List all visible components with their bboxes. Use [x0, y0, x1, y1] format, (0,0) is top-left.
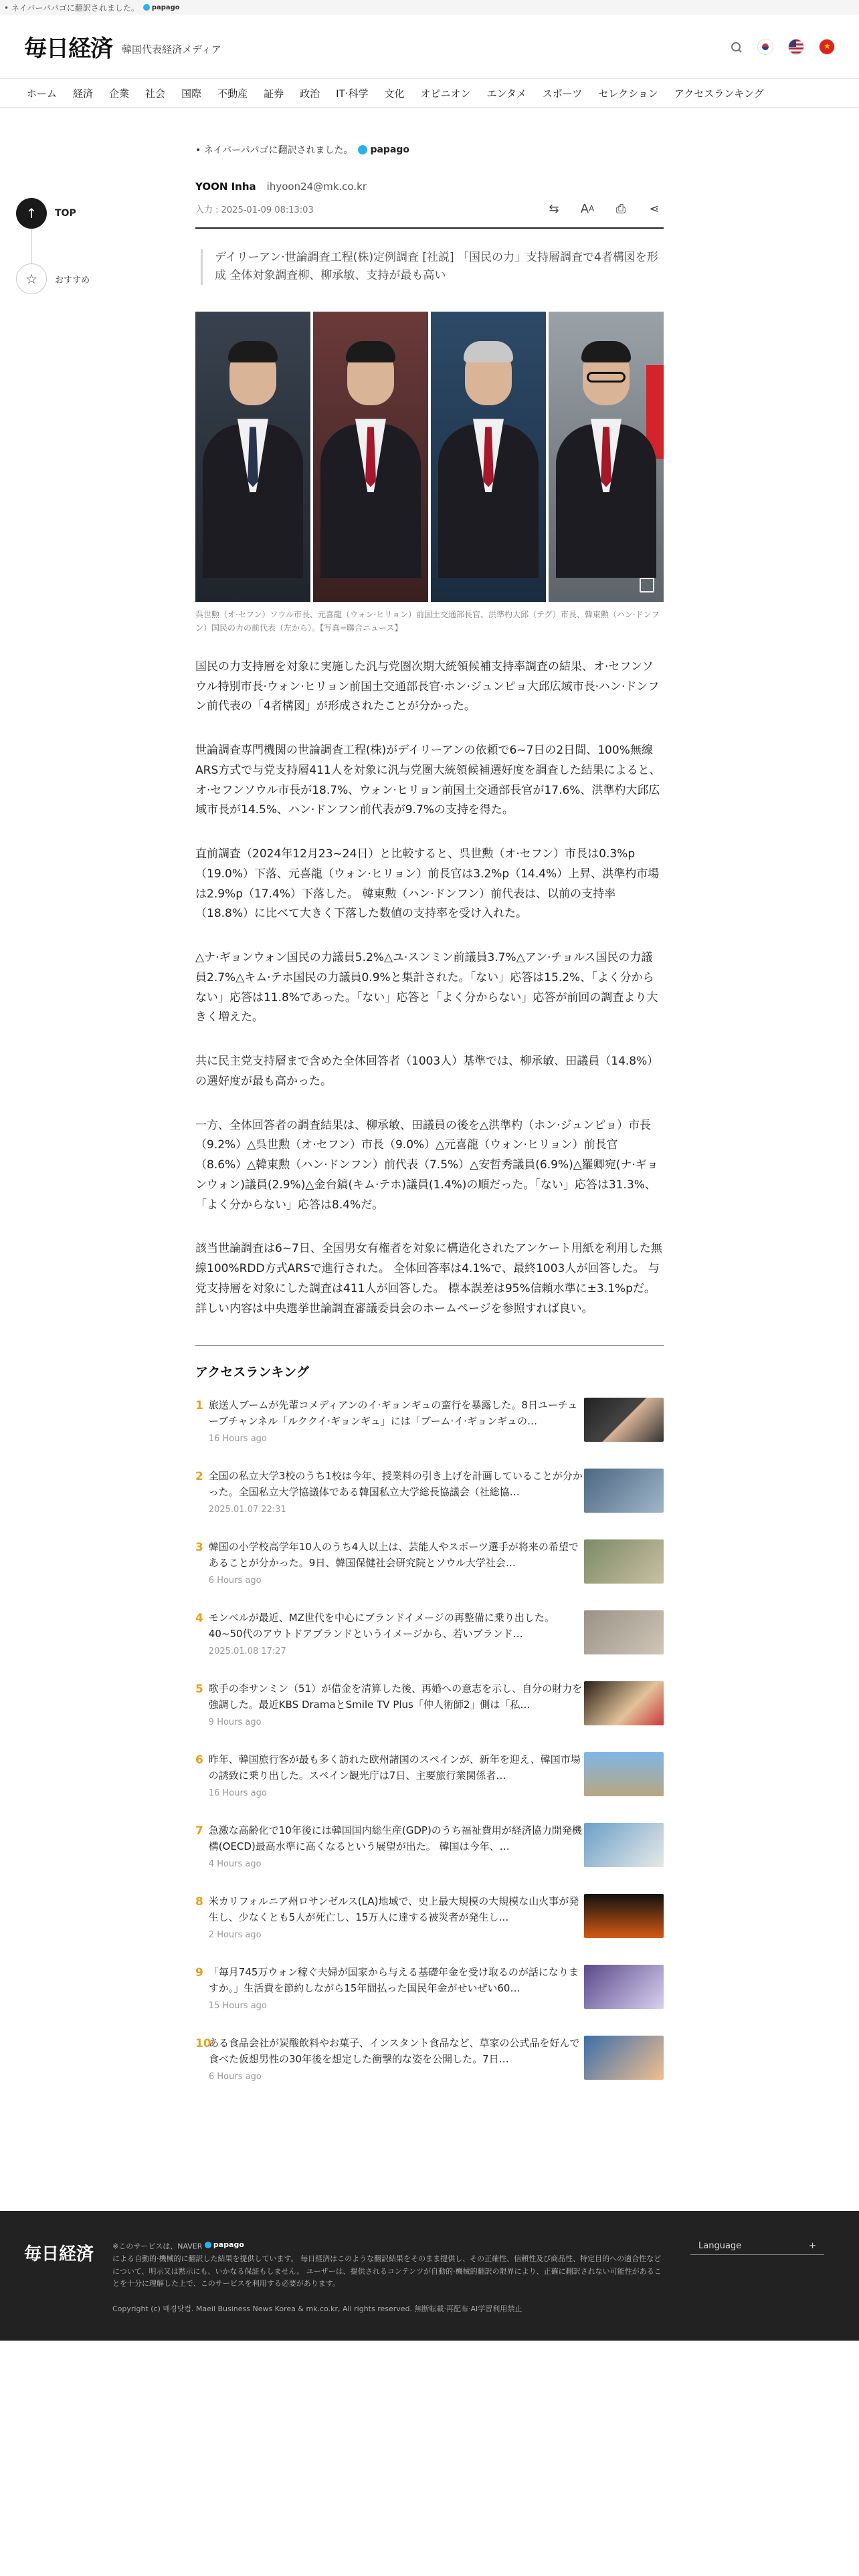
footer-logo[interactable]: 毎日経済 — [24, 2244, 94, 2264]
article-paragraph: 共に民主党支持層まで含めた全体回答者（1003人）基準では、柳承敏、田議員（14.8%）の選好度が最も高かった。 — [195, 1055, 659, 1088]
rank-time: 4 Hours ago — [208, 1859, 262, 1870]
byline — [195, 181, 664, 193]
nav-item[interactable]: IT·科学 — [336, 87, 369, 100]
nav-item[interactable]: 政治 — [300, 87, 320, 100]
nav-item[interactable]: 社会 — [145, 87, 166, 100]
flag-vn-icon[interactable] — [819, 39, 835, 55]
ranking-item[interactable] — [195, 1887, 664, 1958]
rank-headline[interactable]: 全国の私立大学3校のうち1校は今年、授業料の引き上げを計画していることが分かった。全国私立大学協議体である韓国私立大学総長協議会（社総協… — [208, 1470, 583, 1498]
rank-number: 1 — [195, 1399, 203, 1413]
rank-number: 2 — [195, 1470, 203, 1484]
rank-headline[interactable]: 急激な高齢化で10年後には韓国国内総生産(GDP)のうち福祉費用が経済協力開発機構(OECD)最高水準に高くなるという展望が出た。 韓国は今年、… — [208, 1824, 582, 1852]
article-paragraph: △ナ·ギョンウォン国民の力議員5.2%△ユ·スンミン前議員3.7%△アン·チョルス国民の力議員2.7%△キム·テホ国民の力議員0.9%と集計された。「ない」応答は15.2%、「よく分からない」応答は11.8%であった。「ない」応答と「よく分からない」応答が前回の調査より大きく増えた。 — [195, 951, 658, 1025]
author-email[interactable]: ihyoon24@mk.co.kr — [266, 181, 367, 193]
ranking-item[interactable] — [195, 1462, 664, 1533]
site-header — [0, 15, 859, 78]
rank-thumbnail[interactable] — [584, 2036, 664, 2080]
nav-item[interactable]: 証券 — [264, 87, 284, 100]
rank-headline[interactable]: 「毎月745万ウォン稼ぐ夫婦が国家から与える基礎年金を受け取るのが話になりますか。」生活費を節約しながら15年間払った国民年金がせいぜい60… — [208, 1966, 579, 1994]
rank-headline[interactable]: 昨年、韓国旅行客が最も多く訪れた欧州諸国のスペインが、新年を迎え、韓国市場の誘致に乗り出した。スペイン観光庁は7日、主要旅行業関係者… — [208, 1753, 581, 1782]
article-paragraph: 一方、全体回答者の調査結果は、柳承敏、田議員の後を△洪準杓（ホン·ジュンピョ）市長（9.2%）△呉世勲（オ·セフン）市長（9.0%）△元喜龍（ウォン·ヒリョン）前長官（8.6%）△韓東勲（ハン·ドンフン）前代表（7.5%）△安哲秀議員(6.9%)△羅卿宛(ナ·ギョンウォン)議員(2.9%)△金台鎬(キム·テホ)議員(1.4%)の順だった。「ない」応答は31.3%、「よく分からない」応答は8.4%だ。 — [195, 1118, 658, 1212]
plus-icon[interactable]: + — [809, 2241, 816, 2251]
arrow-up-icon[interactable]: ↑ — [16, 198, 47, 229]
ranking-title: アクセスランキング — [195, 1365, 309, 1380]
flag-us-icon[interactable] — [788, 39, 804, 55]
rank-thumbnail[interactable] — [584, 1894, 664, 1938]
rank-number: 3 — [195, 1541, 203, 1555]
access-ranking — [195, 1346, 664, 2100]
translation-note — [195, 143, 664, 156]
rank-text — [207, 1681, 585, 1745]
rank-headline[interactable]: ある食品会社が炭酸飲料やお菓子、インスタント食品など、草家の公式品を好んで食べた仮想男性の30年後を想定した衝撃的な姿を公開した。7日… — [209, 2037, 580, 2065]
rank-time: 2025.01.08 17:27 — [208, 1646, 286, 1657]
rank-text — [207, 1965, 585, 2029]
rank-time: 16 Hours ago — [208, 1788, 267, 1799]
rank-headline[interactable]: モンベルが最近、MZ世代を中心にブランドイメージの再整備に乗り出した。40~50代のアウトドアブランドというイメージから、若いブランド… — [208, 1612, 555, 1640]
article-paragraph: 世論調査専門機関の世論調査工程(株)がデイリーアンの依頼で6~7日の2日間、100%無線ARS方式で与党支持層411人を対象に汎与党圏大統領候補選好度を調査した結果によると、オ·セフンソウル市長が18.7%、ウォン·ヒリョン前国土交通部長官が17.6%、洪準杓大邱広域市長が14.5%、ハン·ドンフン前代表が9.7%の支持を得た。 — [195, 744, 661, 817]
rank-number: 10 — [195, 2037, 211, 2051]
photo-panel — [431, 312, 546, 602]
article-photo[interactable] — [195, 312, 664, 602]
rank-headline[interactable]: 旅送人ブームが先輩コメディアンのイ·ギョンギュの蛮行を暴露した。8日ユーチューブチャンネル「ルククイ·ギョンギュ」には「ブーム·イ·ギョンギュの… — [208, 1399, 578, 1427]
author-name[interactable]: YOON Inha — [195, 181, 256, 193]
rank-time: 2025.01.07 22:31 — [208, 1505, 286, 1515]
expand-icon[interactable] — [640, 578, 654, 593]
rank-text — [207, 1539, 585, 1604]
nav-item[interactable]: エンタメ — [486, 87, 527, 100]
nav-item[interactable]: 企業 — [109, 87, 130, 100]
ranking-item[interactable] — [195, 1675, 664, 1745]
translation-note-text: • ネイバーパパゴに翻訳されました。 — [195, 145, 353, 156]
publish-date: 入力 : 2025-01-09 08:13:03 — [195, 205, 314, 215]
article-summary: デイリーアン·世論調査工程(株)定例調査 [社説] 「国民の力」支持層調査で4者構図を形成 全体対象調査柳、柳承敏、支持が最も高い — [201, 249, 664, 285]
rank-thumbnail[interactable] — [584, 1539, 664, 1584]
rank-number: 8 — [195, 1895, 203, 1909]
article-tools — [545, 199, 664, 218]
rank-thumbnail[interactable] — [584, 1398, 664, 1442]
rank-headline[interactable]: 韓国の小学校高学年10人のうち4人以上は、芸能人やスポーツ選手が将来の希望であることが分かった。9日、韓国保健社会研究院とソウル大学社会… — [208, 1541, 579, 1569]
floating-sidebar — [16, 198, 103, 294]
article-paragraph: 国民の力支持層を対象に実施した汎与党圏次期大統領候補支持率調査の結果、オ·セフンソウル特別市長·ウォン·ヒリョン前国土交通部長官·ホン·ジュンピョ大邱広域市長·ハン·ドンフン前代表の「4者構図」が形成されたことが分かった。 — [195, 659, 660, 714]
translate-icon[interactable]: ⇆ — [549, 201, 559, 216]
font-size-icon[interactable]: A A — [580, 201, 595, 216]
footer-disclaimer: ※このサービスは、NAVER papago による自動的·機械的に翻訳した結果を提供しています。 毎日経済はこのような翻訳結果をそのまま提供し、その正確性、信頼性及び商品性、特定目的への適合性などについて、明示又は黙示にも、いかなる保証もしません。 ユーザーは、提供されるコンテンツが自動的·機械的翻訳の限界により、正確に翻訳されない可能性があることを十分に理解した上で、このサービスを利用する必要があります。 — [112, 2240, 662, 2288]
article-paragraph: 該当世論調査は6~7日、全国男女有権者を対象に構造化されたアンケート用紙を利用した無線100%RDD方式ARSで進行された。 全体回答率は4.1%で、最終1003人が回答した。 与党支持層を対象にした調査は411人が回答した。 標本誤差は95%信頼水準に±3.1%pだ。 詳しい内容は中央選挙世論調査審議委員会のホームページを参照すれば良い。 — [195, 1242, 662, 1315]
rank-time: 2 Hours ago — [208, 1930, 262, 1941]
rank-text — [207, 1752, 585, 1816]
rank-number: 6 — [195, 1753, 203, 1767]
language-select[interactable]: Language + — [690, 2238, 824, 2255]
article — [195, 143, 664, 2100]
rank-text — [207, 1610, 585, 1675]
nav-item[interactable]: スポーツ — [542, 87, 583, 100]
rank-headline[interactable]: 歌手の李サンミン（51）が借金を清算した後、再婚への意志を示し、自分の財力を強調した。最近KBS DramaとSmile TV Plus「仲人術師2」側は「私… — [208, 1683, 583, 1711]
rank-time: 16 Hours ago — [208, 1434, 267, 1444]
rank-thumbnail[interactable] — [584, 1610, 664, 1654]
rank-thumbnail[interactable] — [584, 1469, 664, 1513]
papago-icon — [358, 145, 367, 154]
flag-kr-icon[interactable] — [757, 39, 773, 55]
recommend-button[interactable] — [16, 263, 103, 294]
rank-thumbnail[interactable] — [584, 1965, 664, 2009]
photo-panel — [195, 312, 310, 602]
photo-caption: 呉世勲（オ·セフン）ソウル市長、元喜龍（ウォン·ヒリョン）前国土交通部長官、洪準杓大邱（テグ）市長、韓東勲（ハン·ドンフン）国民の力の前代表（左から）。【写真=聯合ニュース】 — [195, 610, 660, 633]
nav-item[interactable]: 国際 — [181, 87, 202, 100]
rank-number: 9 — [195, 1966, 203, 1980]
rank-number: 5 — [195, 1683, 203, 1697]
rank-thumbnail[interactable] — [584, 1681, 664, 1725]
dateline-row — [195, 199, 664, 229]
header-actions — [729, 39, 835, 55]
ranking-item[interactable] — [195, 1533, 664, 1604]
rank-time: 6 Hours ago — [208, 1576, 262, 1586]
nav-item[interactable]: オピニオン — [420, 87, 471, 100]
rank-text — [207, 2036, 584, 2100]
ranking-item[interactable] — [195, 2029, 664, 2100]
rank-text — [207, 1398, 585, 1462]
print-icon[interactable]: ⎙ — [615, 201, 626, 216]
ranking-item[interactable] — [195, 1391, 664, 1462]
rank-time: 6 Hours ago — [209, 2072, 262, 2082]
article-paragraph: 直前調査（2024年12月23~24日）と比較すると、呉世勲（オ·セフン）市長は0.3%p（19.0%）下落、元喜龍（ウォン·ヒリョン）前長官は3.2%p（14.4%）上昇、洪準杓市場は2.9%p（17.4%）下落した。 韓東勲（ハン·ドンフン）前代表は、以前の支持率（18.8%）に比べて大きく下落した数値の支持率を受け入れた。 — [195, 847, 660, 921]
papago-logo: papago — [205, 2239, 244, 2252]
nav-item[interactable]: 不動産 — [217, 87, 248, 100]
nav-item[interactable]: 文化 — [384, 87, 405, 100]
rank-headline[interactable]: 米カリフォルニア州ロサンゼルス(LA)地域で、史上最大規模の大規模な山火事が発生し、少なくとも5人が死亡し、15万人に達する被災者が発生し… — [208, 1895, 579, 1923]
translation-notice-bar — [0, 0, 859, 15]
rank-thumbnail[interactable] — [584, 1752, 664, 1796]
notice-text: • ネイバーパパゴに翻訳されました。 — [4, 3, 139, 13]
article-body — [195, 657, 664, 1319]
ranking-item[interactable] — [195, 1958, 664, 2029]
share-icon[interactable]: ⋖ — [649, 201, 660, 216]
nav-item[interactable]: アクセスランキング — [674, 87, 764, 100]
rank-time: 15 Hours ago — [208, 2001, 267, 2012]
rank-text — [207, 1823, 585, 1887]
rank-thumbnail[interactable] — [584, 1823, 664, 1867]
papago-icon — [205, 2242, 211, 2248]
rank-time: 9 Hours ago — [208, 1717, 262, 1728]
nav-item[interactable]: セレクション — [598, 87, 658, 100]
photo-panel — [313, 312, 428, 602]
papago-icon — [143, 4, 150, 11]
site-footer — [0, 2211, 859, 2341]
star-icon[interactable]: ☆ — [16, 263, 47, 294]
site-logo[interactable]: 毎日経済 — [24, 35, 112, 62]
ranking-list — [195, 1391, 664, 2100]
ranking-item[interactable] — [195, 1604, 664, 1675]
ranking-item[interactable] — [195, 1816, 664, 1887]
ranking-item[interactable] — [195, 1745, 664, 1816]
nav-item[interactable]: 経済 — [73, 87, 94, 100]
recommend-label: おすすめ — [55, 275, 90, 286]
nav-item[interactable]: ホーム — [27, 87, 58, 100]
rank-text — [207, 1894, 585, 1958]
footer-copyright: Copyright (c) 매경닷컴. Maeil Business News Korea & mk.co.kr, All rights reserved. 無断転載·再配布·AI学習利用禁止 — [112, 2304, 522, 2313]
rank-number: 4 — [195, 1612, 203, 1626]
main-nav — [0, 78, 859, 108]
site-tagline: 韓国代表経済メディア — [122, 43, 221, 56]
top-button[interactable] — [16, 198, 103, 229]
rank-number: 7 — [195, 1824, 203, 1838]
papago-logo: papago — [358, 144, 409, 155]
search-icon[interactable] — [729, 40, 743, 53]
rank-text — [207, 1469, 585, 1533]
photo-panel — [549, 312, 664, 602]
papago-logo: papago — [143, 4, 180, 11]
divider — [31, 229, 32, 263]
top-label: TOP — [55, 208, 76, 219]
